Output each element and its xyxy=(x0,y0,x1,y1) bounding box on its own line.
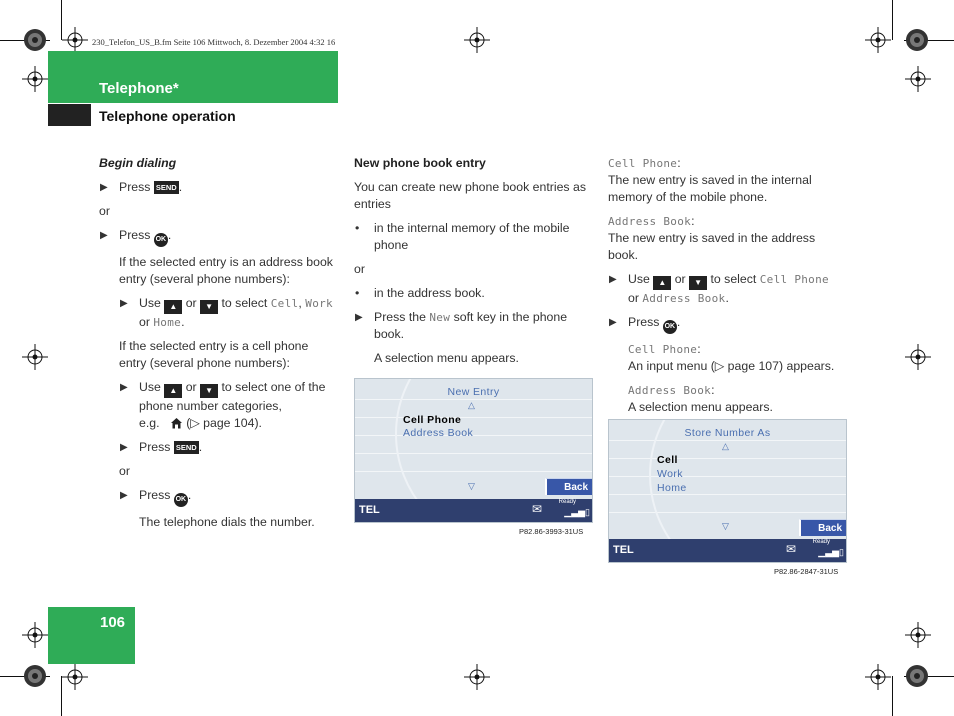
step-press-send: ▶ Press SEND . xyxy=(100,180,183,194)
envelope-icon: ✉ xyxy=(531,502,542,516)
ok-key-icon: OK xyxy=(154,233,168,247)
crop-line xyxy=(892,0,893,40)
status-bar xyxy=(355,499,592,522)
registration-mark-icon xyxy=(865,27,891,53)
down-key-icon: ▼ xyxy=(200,384,218,398)
scroll-up-icon: △ xyxy=(722,441,729,451)
up-key-icon: ▲ xyxy=(164,384,182,398)
envelope-icon: ✉ xyxy=(785,542,796,556)
ready-label: Ready xyxy=(558,499,576,505)
input-menu-text: An input menu (▷ page 107) appears. xyxy=(628,359,835,373)
column-new-entry xyxy=(354,155,594,367)
back-softkey[interactable]: Back xyxy=(799,519,846,536)
section-title: Telephone operation xyxy=(99,108,236,124)
registration-mark-icon xyxy=(905,66,931,92)
figure-code: P82.86-2847-31US xyxy=(774,567,839,576)
intro-text: You can create new phone book entries as entries xyxy=(354,180,586,211)
registration-mark-icon xyxy=(62,664,88,690)
step-press-new: ▶ Press the New soft key in the phone book. xyxy=(355,310,568,341)
step-press-send-2: ▶ Press SEND . xyxy=(120,440,203,454)
step-arrow-icon: ▶ xyxy=(120,298,128,309)
up-key-icon: ▲ xyxy=(164,300,182,314)
registration-mark-icon xyxy=(905,622,931,648)
step-arrow-icon: ▶ xyxy=(120,382,128,393)
tel-label: TEL xyxy=(613,544,634,556)
print-header: 230_Telefon_US_B.fm Seite 106 Mittwoch, 8. Dezember 2004 4:32 16 xyxy=(92,37,336,47)
signal-strength-icon: ▁▃▅▯ xyxy=(564,507,590,517)
rosette-mark-icon xyxy=(905,664,929,688)
menu-item-home[interactable]: Home xyxy=(657,482,687,494)
selection-menu-text: A selection menu appears. xyxy=(628,400,773,414)
cell-phone-condition: If the selected entry is a cell phone entry (several phone numbers): xyxy=(119,339,309,370)
bullet-internal-memory: • in the internal memory of the mobile phone xyxy=(355,221,570,252)
step-press-ok: ▶ Press OK . xyxy=(99,227,339,247)
step-select-category: ▶ Use ▲ or ▼ to select Cell, Work or Home. xyxy=(120,296,333,329)
column-entry-options: Cell Phone: The new entry is saved in the internal memory of the mobile phone. Address Book: The new entry is saved in the address book. ▶ Use ▲ or ▼ to select Cell Phone or Address Book. ▶ Press OK . Cell Phone: An input menu (▷ page 107) appears. Address Book: A selection menu appears. xyxy=(608,155,848,416)
figure-code: P82.86-3993-31US xyxy=(519,527,584,536)
step-select-number-category: ▶ Use ▲ or ▼ to select one of the phone number categories, e.g. (▷ page 104). xyxy=(120,380,326,430)
signal-strength-icon: ▁▃▅▯ xyxy=(818,547,844,557)
cell-phone-description: The new entry is saved in the internal memory of the mobile phone. xyxy=(608,173,812,204)
step-arrow-icon: ▶ xyxy=(355,312,363,323)
ready-label: Ready xyxy=(812,539,830,545)
step-arrow-icon: ▶ xyxy=(120,442,128,453)
dialing-result: The telephone dials the number. xyxy=(139,515,315,529)
step-press-ok-2: ▶ Press OK . xyxy=(99,487,339,507)
registration-mark-icon xyxy=(865,664,891,690)
result-address-book: Address Book xyxy=(628,384,712,397)
rosette-mark-icon xyxy=(905,28,929,52)
chapter-title: Telephone* xyxy=(99,80,179,97)
or-text: or xyxy=(354,262,365,276)
address-book-condition: If the selected entry is an address book entry (several phone numbers): xyxy=(119,255,333,286)
step-arrow-icon: ▶ xyxy=(100,182,108,193)
screen-new-entry xyxy=(354,378,593,523)
status-bar xyxy=(609,539,846,562)
send-key-icon: SEND xyxy=(175,443,197,452)
scroll-down-icon: ▽ xyxy=(722,521,729,531)
crop-line xyxy=(892,676,893,716)
ok-key-icon: OK xyxy=(174,493,188,507)
option-address-book: Address Book xyxy=(608,215,692,228)
menu-item-work[interactable]: Work xyxy=(657,468,683,480)
registration-mark-icon xyxy=(464,27,490,53)
registration-mark-icon xyxy=(22,344,48,370)
or-text: or xyxy=(99,204,110,218)
down-key-icon: ▼ xyxy=(689,276,707,290)
tel-label: TEL xyxy=(359,504,380,516)
step-arrow-icon: ▶ xyxy=(609,274,617,285)
section-tab xyxy=(48,104,91,126)
menu-appears-text: A selection menu appears. xyxy=(374,351,519,365)
page-number: 106 xyxy=(100,614,126,631)
step-arrow-icon: ▶ xyxy=(609,317,617,328)
screen-title: Store Number As xyxy=(684,427,771,439)
registration-mark-icon xyxy=(464,664,490,690)
down-key-icon: ▼ xyxy=(200,300,218,314)
back-softkey[interactable]: Back xyxy=(545,478,592,495)
step-arrow-icon: ▶ xyxy=(100,230,108,241)
menu-item-address-book[interactable]: Address Book xyxy=(403,427,474,439)
screen-store-number-as xyxy=(608,419,847,563)
result-cell-phone: Cell Phone xyxy=(628,343,698,356)
registration-mark-icon xyxy=(62,27,88,53)
step-arrow-icon: ▶ xyxy=(120,490,128,501)
scroll-down-icon: ▽ xyxy=(468,481,475,491)
option-cell-phone: Cell Phone xyxy=(608,157,678,170)
heading-begin-dialing: Begin dialing xyxy=(99,156,177,170)
registration-mark-icon xyxy=(22,622,48,648)
scroll-up-icon: △ xyxy=(468,400,475,410)
menu-item-cell-phone[interactable]: Cell Phone xyxy=(403,414,462,426)
registration-mark-icon xyxy=(22,66,48,92)
or-text: or xyxy=(119,464,130,478)
up-key-icon: ▲ xyxy=(653,276,671,290)
registration-mark-icon xyxy=(905,344,931,370)
home-icon xyxy=(170,417,183,429)
address-book-description: The new entry is saved in the address book. xyxy=(608,231,816,262)
chapter-bar xyxy=(48,51,338,103)
menu-item-cell[interactable]: Cell xyxy=(657,454,678,466)
screen-title: New Entry xyxy=(447,386,500,398)
heading-new-entry: New phone book entry xyxy=(354,156,486,170)
step-select-storage: ▶ Use ▲ or ▼ to select Cell Phone or Address Book. xyxy=(609,272,829,305)
column-begin-dialing xyxy=(99,155,339,531)
step-press-ok: ▶ Press OK . xyxy=(608,314,848,334)
bullet-address-book: • in the address book. xyxy=(355,286,485,300)
rosette-mark-icon xyxy=(23,28,47,52)
send-key-icon: SEND xyxy=(155,183,177,192)
rosette-mark-icon xyxy=(23,664,47,688)
ok-key-icon: OK xyxy=(663,320,677,334)
